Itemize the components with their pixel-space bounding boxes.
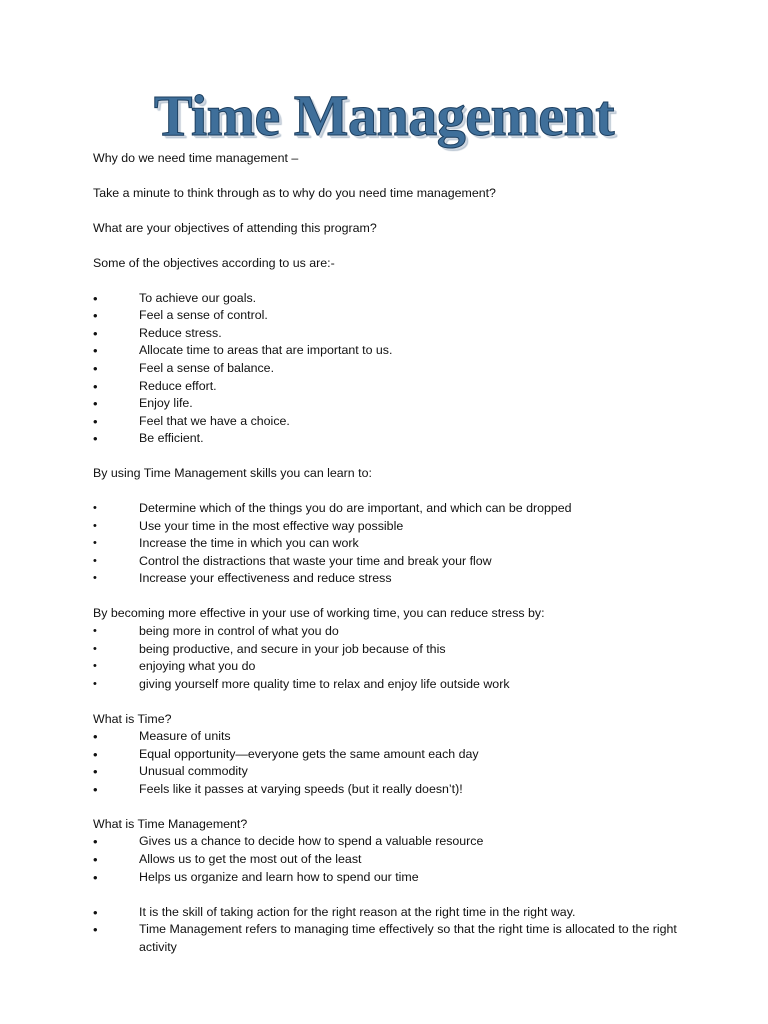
bullet-icon: • [93,378,98,394]
bullet-icon: • [93,308,98,324]
list-item: • Feel that we have a choice. [93,413,290,429]
why-heading: Why do we need time management – [93,151,299,165]
bullet-icon: • [93,396,98,412]
list-item: • Determine which of the things you do are important, and which can be dropped [93,500,713,518]
list-item: • Be efficient. [93,431,204,447]
list-item: • Equal opportunity—everyone gets the same amount each day [93,746,479,762]
list-item: • Gives us a chance to decide how to spend a valuable resource [93,834,484,850]
time-list [93,728,713,798]
list-item: • Measure of units [93,729,231,745]
time-question: What is Time? [93,711,172,726]
skills-list [93,500,713,588]
list-item: • being productive, and secure in your job because of this [93,641,713,659]
bullet-icon: • [93,554,97,567]
list-item: • Helps us organize and learn how to spend our time [93,869,419,885]
list-item: • Feel a sense of control. [93,308,268,324]
bullet-icon: • [93,502,97,515]
bullet-icon: • [93,904,98,920]
list-item: • Reduce effort. [93,378,217,394]
list-item: • Feels like it passes at varying speeds (but it really doesn’t)! [93,782,463,797]
bullet-icon: • [93,746,98,762]
list-item: • Increase your effectiveness and reduce stress [93,570,713,588]
bullet-icon: • [93,290,98,306]
list-item: • Enjoy life. [93,396,193,412]
list-item: • Time Management refers to managing time effectively so that the right time is allocated to the right activity [93,922,677,954]
list-item: • Feel a sense of balance. [93,360,275,376]
list-item: • Use your time in the most effective way possible [93,518,713,536]
bullet-icon: • [93,869,98,885]
bullet-icon: • [93,764,98,780]
bullet-icon: • [93,537,97,550]
list-item: • Reduce stress. [93,325,222,341]
objectives-question: What are your objectives of attending this program? [93,220,377,235]
bullet-icon: • [93,729,98,745]
bullet-icon: • [93,413,98,429]
list-item: • Allocate time to areas that are important to us. [93,343,393,359]
bullet-icon: • [93,360,98,376]
skills-intro: By using Time Management skills you can learn to: [93,466,372,481]
think-paragraph: Take a minute to think through as to why do you need time management? [93,185,496,200]
document-body [93,150,713,956]
list-item: • Control the distractions that waste your time and break your flow [93,553,713,571]
final-list [93,904,713,957]
objectives-list [93,290,713,448]
document-title: Time Management [153,83,615,148]
list-item: • Unusual commodity [93,764,248,780]
bullet-icon: • [93,677,97,690]
stress-intro: By becoming more effective in your use of working time, you can reduce stress by: [93,606,545,621]
bullet-icon: • [93,834,98,850]
stress-list [93,623,713,693]
objectives-intro: Some of the objectives according to us are:- [93,255,335,270]
bullet-icon: • [93,431,98,447]
list-item: • It is the skill of taking action for the right reason at the right time in the right way. [93,904,576,920]
bullet-icon: • [93,343,98,359]
list-item: • Allows us to get the most out of the least [93,852,362,868]
tm-question: What is Time Management? [93,816,248,831]
bullet-icon: • [93,922,98,938]
tm-list [93,833,713,886]
bullet-icon: • [93,782,98,797]
bullet-icon: • [93,519,97,532]
bullet-icon: • [93,572,97,585]
list-item: • enjoying what you do [93,658,713,676]
bullet-icon: • [93,660,97,673]
list-item: • giving yourself more quality time to relax and enjoy life outside work [93,676,713,694]
bullet-icon: • [93,325,98,341]
list-item: • being more in control of what you do [93,623,713,641]
bullet-icon: • [93,642,97,655]
bullet-icon: • [93,852,98,868]
list-item: • To achieve our goals. [93,290,257,306]
list-item: • Increase the time in which you can work [93,535,713,553]
bullet-icon: • [93,624,97,637]
